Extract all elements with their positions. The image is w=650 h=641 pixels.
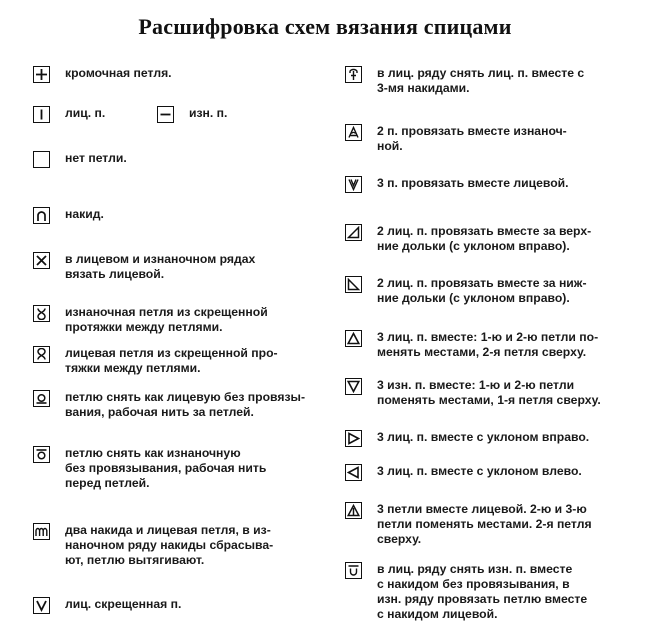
cross-icon	[33, 252, 50, 269]
legend-item-purl	[157, 106, 227, 123]
legend-item-garter	[33, 252, 255, 282]
legend-text: лиц. скрещенная п.	[65, 597, 182, 611]
legend-text: 3 лиц. п. вместе с уклоном влево.	[377, 464, 582, 478]
legend-text: изн. п.	[189, 106, 228, 120]
legend-item-slip-with-yarn-overs	[345, 66, 584, 96]
legend-text: лицевая петля из скрещенной про- тяжки между петлями.	[65, 346, 278, 375]
legend-text: изнаночная петля из скрещенной протяжки между петлями.	[65, 305, 268, 334]
triangle-up-line-icon	[345, 502, 362, 519]
triangle-up-icon	[345, 330, 362, 347]
slip-purlwise-icon	[33, 446, 50, 463]
legend-text: 3 п. провязать вместе лицевой.	[377, 176, 569, 190]
legend-text: 3 изн. п. вместе: 1-ю и 2-ю петли поменять местами, 1-я петля сверху.	[377, 378, 601, 407]
legend-item-slip-knitwise	[33, 390, 305, 420]
vertical-bar-icon	[33, 106, 50, 123]
crossed-knit-icon	[33, 346, 50, 363]
legend-text: в лицевом и изнаночном рядах вязать лицевой.	[65, 252, 256, 281]
legend-text: лиц. п.	[65, 106, 106, 120]
legend-item-three-knit-cross	[345, 330, 598, 360]
legend-item-knit	[33, 106, 105, 123]
legend-item-three-purl-cross	[345, 378, 601, 408]
legend-item-three-together-knit	[345, 176, 569, 193]
legend-text: 3 петли вместе лицевой. 2-ю и 3-ю петли поменять местами. 2-я петля сверху.	[377, 502, 592, 546]
crossed-purl-icon	[33, 305, 50, 322]
legend-text: в лиц. ряду снять изн. п. вместе с накидом без провязывания, в изн. ряду провязать петлю вместе с накидом лицевой.	[377, 562, 588, 621]
legend-item-three-left	[345, 464, 582, 481]
legend-text: петлю снять как изнаночную без провязывания, рабочая нить перед петлей.	[65, 446, 267, 490]
arch-icon	[33, 207, 50, 224]
legend-text: два накида и лицевая петля, в из- наночном ряду накиды сбрасыва- ют, петлю вытягивают.	[65, 523, 274, 567]
legend-text: кромочная петля.	[65, 66, 172, 80]
legend-item-twisted-knit	[33, 597, 181, 614]
legend-item-decrease-right-back	[345, 276, 587, 306]
slip-knitwise-icon	[33, 390, 50, 407]
page-title: Расшифровка схем вязания спицами	[138, 14, 512, 39]
legend-text: в лиц. ряду снять лиц. п. вместе с 3-мя накидами.	[377, 66, 585, 95]
legend-item-decrease-right	[345, 224, 591, 254]
legend-item-three-right	[345, 430, 589, 447]
decrease-right-icon	[345, 224, 362, 241]
double-yarn-over-icon	[33, 523, 50, 540]
legend-item-no-stitch	[33, 151, 127, 168]
legend-text: 2 лиц. п. провязать вместе за верх- ние дольки (с уклоном вправо).	[377, 224, 592, 253]
three-together-knit-icon	[345, 176, 362, 193]
horizontal-bar-icon	[157, 106, 174, 123]
v-icon	[33, 597, 50, 614]
triangle-down-icon	[345, 378, 362, 395]
legend-item-double-yarn-over	[33, 523, 273, 568]
slip-purl-yarn-over-icon	[345, 562, 362, 579]
slip-with-yarn-overs-icon	[345, 66, 362, 83]
legend-text: петлю снять как лицевую без провязы- вания, рабочая нить за петлей.	[65, 390, 306, 419]
legend-item-edge-stitch	[33, 66, 172, 83]
legend-text: 3 лиц. п. вместе: 1-ю и 2-ю петли по- менять местами, 2-я петля сверху.	[377, 330, 599, 359]
legend-text: 2 п. провязать вместе изнаноч- ной.	[377, 124, 567, 153]
empty-square-icon	[33, 151, 50, 168]
legend-text: нет петли.	[65, 151, 127, 165]
legend-item-two-together-purl	[345, 124, 567, 154]
two-together-purl-icon	[345, 124, 362, 141]
legend-item-crossed-knit	[33, 346, 278, 376]
triangle-right-icon	[345, 430, 362, 447]
legend-item-yarn-over	[33, 207, 104, 224]
legend-text: 3 лиц. п. вместе с уклоном вправо.	[377, 430, 590, 444]
plus-icon	[33, 66, 50, 83]
decrease-right-back-icon	[345, 276, 362, 293]
triangle-left-icon	[345, 464, 362, 481]
legend-item-slip-purlwise	[33, 446, 266, 491]
legend-text: накид.	[65, 207, 104, 221]
legend-item-slip-purl-yarn-over	[345, 562, 587, 622]
legend-item-three-together-cross	[345, 502, 592, 547]
legend-item-crossed-purl	[33, 305, 268, 335]
legend-text: 2 лиц. п. провязать вместе за ниж- ние дольки (с уклоном вправо).	[377, 276, 587, 305]
